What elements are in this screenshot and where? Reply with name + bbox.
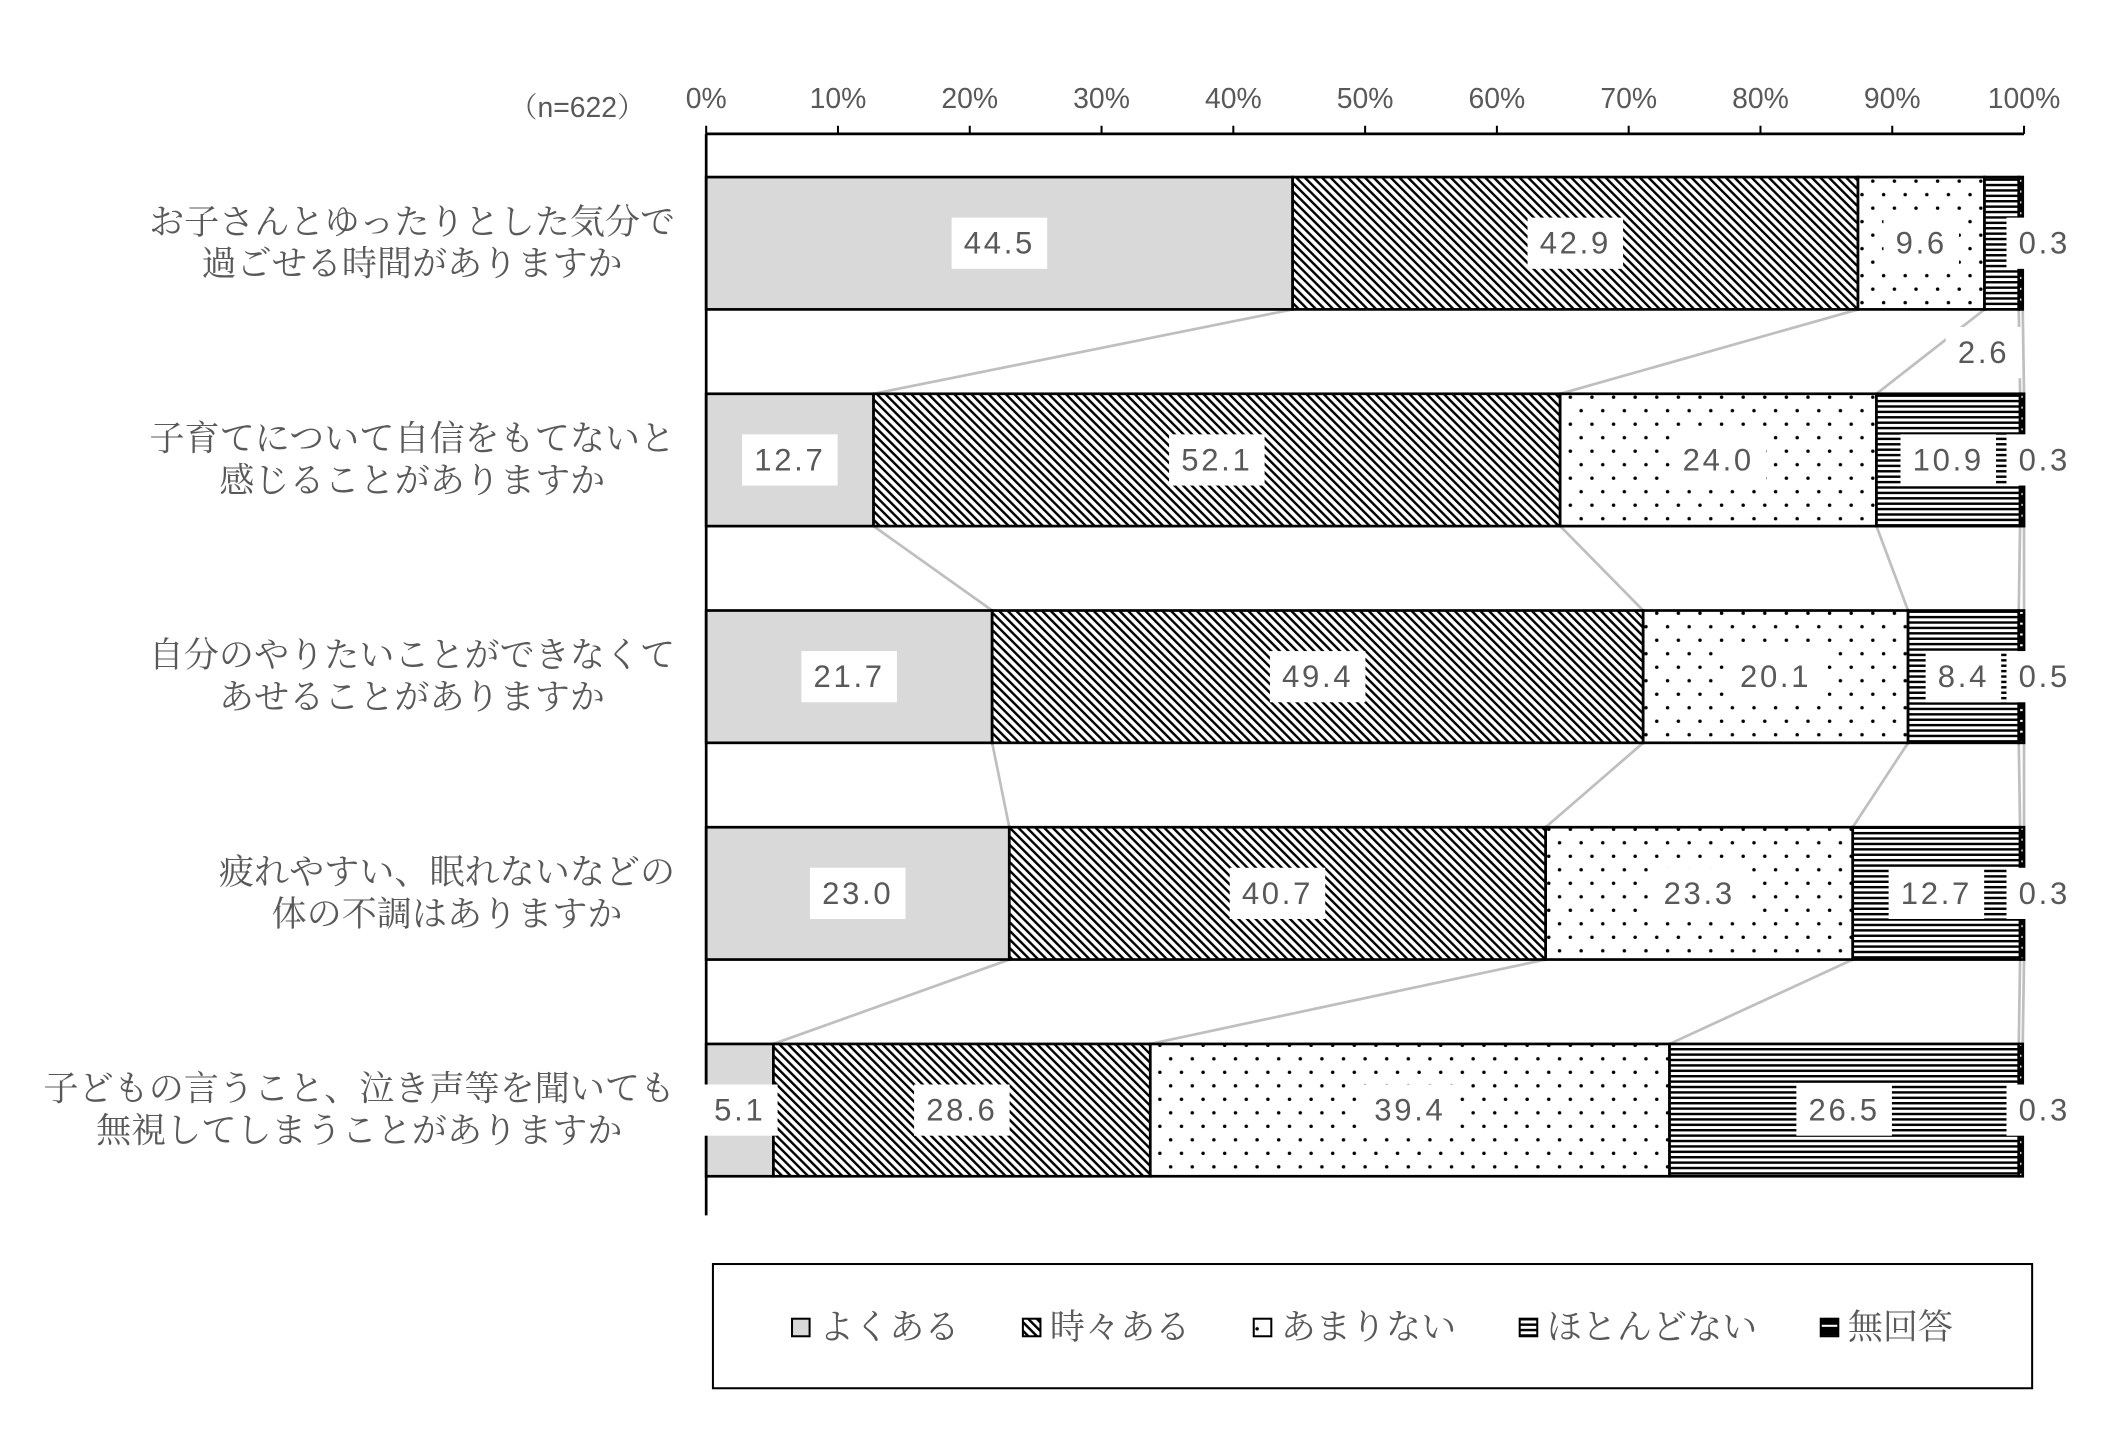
category-label-line: 感じることがありますか (219, 460, 606, 502)
data-label-text: 21.7 (813, 659, 885, 695)
category-label-line: 過ごせる時間がありますか (201, 243, 623, 285)
data-label (1883, 218, 1959, 269)
data-label-text: 44.5 (963, 225, 1036, 261)
sample-size-note: （n=622） (509, 92, 646, 125)
x-tick-label: 90% (1863, 82, 1921, 115)
series-line (2019, 960, 2020, 1044)
category-label-line: 体の不調はありますか (271, 893, 623, 935)
data-label-text: 24.0 (1682, 442, 1754, 478)
data-label-text: 0.3 (2018, 1092, 2070, 1128)
category-label (43, 1069, 675, 1152)
data-label (1796, 1084, 1892, 1135)
x-tick-label: 40% (1204, 82, 1262, 115)
data-label (952, 218, 1048, 269)
data-label-text: 2.6 (1957, 335, 2010, 371)
x-tick-label: 0% (685, 82, 727, 115)
data-label (1270, 651, 1366, 702)
data-label (1528, 218, 1624, 269)
data-label (742, 434, 838, 485)
legend-label: ほとんどない (1546, 1306, 1758, 1348)
category-label (149, 202, 675, 285)
data-label-text: 49.4 (1282, 659, 1354, 695)
data-label-text: 0.3 (2018, 442, 2070, 478)
data-label (2007, 1084, 2083, 1135)
data-label-text: 0.5 (2018, 659, 2070, 695)
x-tick-label: 50% (1336, 82, 1394, 115)
legend-label: あまりない (1280, 1306, 1457, 1348)
data-label-text: 39.4 (1374, 1092, 1446, 1128)
data-label (1169, 434, 1265, 485)
data-label (1900, 434, 1996, 485)
category-label-line: 子どもの言うこと、泣き声等を聞いても (43, 1068, 676, 1110)
data-label-text: 12.7 (1900, 875, 1973, 911)
data-label (1946, 327, 2022, 378)
data-label-text: 42.9 (1539, 225, 1611, 261)
data-label-text: 0.3 (2018, 225, 2070, 261)
category-label-line: 子育てについて自信をもてないと (149, 418, 676, 460)
data-label (2007, 651, 2083, 702)
data-label-text: 5.1 (714, 1092, 766, 1128)
data-label-text: 10.9 (1912, 442, 1984, 478)
data-label-text: 9.6 (1895, 225, 1947, 261)
x-tick-label: 10% (809, 82, 867, 115)
legend-swatch-icon (1520, 1319, 1538, 1337)
legend (713, 1264, 2032, 1388)
x-tick-label: 100% (1987, 82, 2061, 115)
data-label (702, 1084, 778, 1135)
category-label-line: お子さんとゆったりとした気分で (149, 201, 676, 243)
data-label (1926, 651, 2002, 702)
x-tick-label: 30% (1073, 82, 1130, 115)
legend-label: 時々ある (1049, 1306, 1191, 1348)
data-label (1362, 1084, 1458, 1135)
data-label-text: 20.1 (1740, 659, 1812, 695)
data-label-text: 23.3 (1663, 875, 1735, 911)
data-label-text: 52.1 (1181, 442, 1253, 478)
series-line (2019, 526, 2020, 610)
legend-swatch-icon (1023, 1319, 1041, 1337)
legend-swatch-icon (1254, 1319, 1272, 1337)
data-label-text: 8.4 (1937, 659, 1990, 695)
data-label (2007, 434, 2083, 485)
x-tick-label: 20% (941, 82, 999, 115)
data-label (1671, 434, 1767, 485)
data-label (1230, 868, 1326, 919)
data-label-text: 23.0 (822, 875, 894, 911)
data-label (801, 651, 897, 702)
data-label (2007, 868, 2083, 919)
category-label (149, 635, 675, 718)
data-label-text: 28.6 (926, 1092, 998, 1128)
data-label (1889, 868, 1985, 919)
category-label-line: あせることがありますか (218, 677, 605, 719)
data-label (1728, 651, 1824, 702)
legend-item (1520, 1307, 1758, 1348)
data-label (810, 868, 906, 919)
category-label (219, 852, 675, 935)
legend-item (1254, 1307, 1456, 1348)
x-tick-label: 60% (1468, 82, 1526, 115)
data-label-text: 0.3 (2018, 875, 2070, 911)
data-label (2007, 218, 2083, 269)
category-label (149, 419, 675, 502)
x-tick-label: 70% (1600, 82, 1658, 115)
data-label-text: 12.7 (754, 442, 826, 478)
data-label-text: 40.7 (1241, 875, 1314, 911)
data-label (914, 1084, 1010, 1135)
data-label (1651, 868, 1747, 919)
category-label-line: 自分のやりたいことができなくて (148, 635, 676, 677)
data-label-text: 26.5 (1808, 1092, 1880, 1128)
category-label-line: 無視してしまうことがありますか (96, 1110, 623, 1152)
category-label-line: 疲れやすい、眠れないなどの (218, 851, 676, 893)
series-line (2023, 960, 2024, 1044)
legend-label: よくある (819, 1306, 960, 1348)
legend-label: 無回答 (1847, 1306, 1954, 1348)
x-tick-label: 80% (1732, 82, 1789, 115)
legend-swatch-icon (1821, 1319, 1839, 1337)
series-line (2023, 309, 2024, 393)
series-line (2019, 743, 2020, 827)
legend-swatch-icon (792, 1319, 810, 1337)
